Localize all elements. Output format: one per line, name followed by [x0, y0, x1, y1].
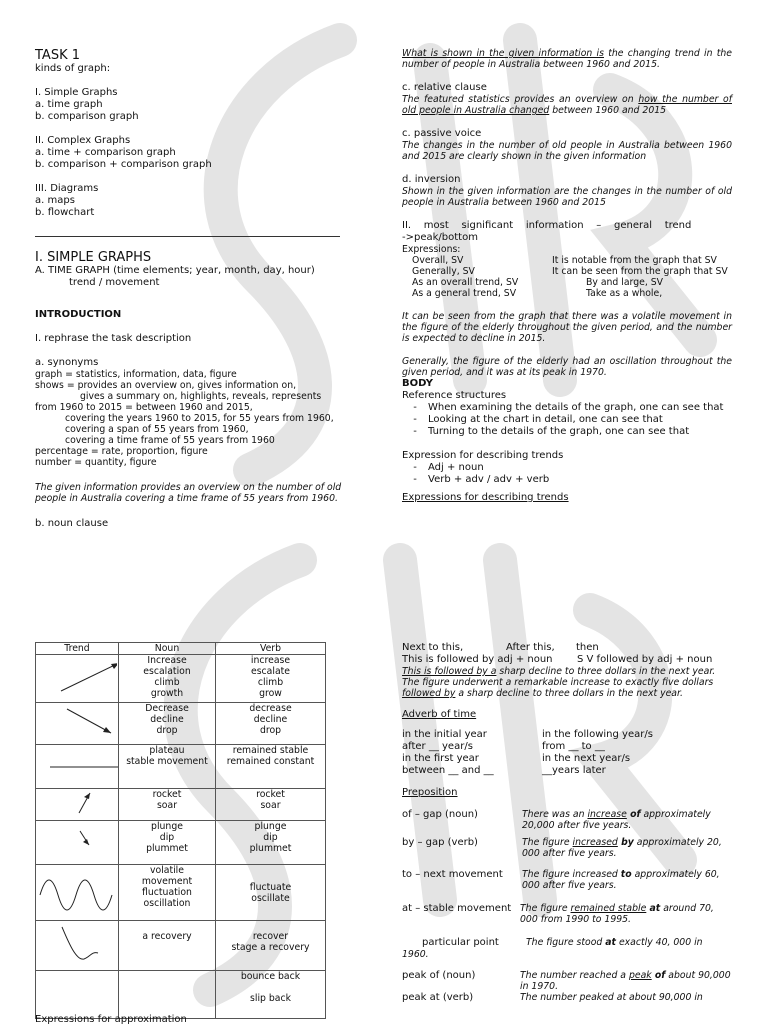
synonym-line: number = quantity, figure — [35, 457, 157, 468]
adverb-right: __years later — [542, 765, 606, 776]
preposition-of: of – gap (noun) There was an increase of approximately 20,000 after five years. — [402, 809, 711, 831]
diagrams-heading: III. Diagrams — [35, 183, 99, 194]
table-row — [36, 865, 326, 921]
adverb-left: after __ year/s — [402, 741, 473, 752]
complex-b: b. comparison + comparison graph — [35, 159, 212, 170]
left-top-column — [35, 48, 365, 219]
reference-item: - Looking at the chart in detail, one can see that — [413, 414, 663, 425]
trend-expr-item: - Verb + adv / adv + verb — [413, 474, 550, 485]
body-heading: BODY — [402, 378, 433, 389]
reference-heading: Reference structures — [402, 390, 507, 401]
relative-clause-heading: c. relative clause — [402, 82, 487, 93]
synonym-line: shows = provides an overview on, gives information on, — [35, 380, 297, 391]
verb-cell: increase escalate climb grow — [216, 655, 326, 703]
introduction-heading: INTRODUCTION — [35, 309, 122, 320]
noun-cell: Increase escalation climb growth — [119, 655, 216, 703]
kinds-line: kinds of graph: — [35, 63, 111, 74]
adverb-list — [402, 729, 737, 777]
verb-cell: fluctuate oscillate — [216, 865, 326, 921]
noun-cell: volatile movement fluctuation oscillation — [119, 865, 216, 921]
simple-graphs-section — [35, 250, 370, 530]
time-graph-line: A. TIME GRAPH (time elements; year, month, day, hour) — [35, 265, 315, 276]
table-header: Trend — [36, 643, 119, 655]
table-row — [36, 789, 326, 821]
verb-cell: plunge dip plummet — [216, 821, 326, 865]
trend-plateau-graphic — [36, 745, 119, 789]
trend-plunge-graphic — [36, 821, 119, 865]
synonym-line: graph = statistics, information, data, figure — [35, 369, 237, 380]
synonym-line: gives a summary on, highlights, reveals, represents — [80, 391, 322, 402]
right-bottom-column — [402, 642, 737, 1004]
example-sentence: The given information provides an overview on the number of old people in Australia covering a time frame of 55 years from 1960. — [35, 482, 342, 504]
divider-line — [35, 236, 340, 237]
verb-cell: remained stable remained constant — [216, 745, 326, 789]
diagrams-b: b. flowchart — [35, 207, 95, 218]
simple-a: a. time graph — [35, 99, 103, 110]
noun-cell: a recovery — [119, 921, 216, 971]
preposition-point: particular point The figure stood at exactly 40, 000 in — [422, 937, 703, 948]
expression-right: Take as a whole, — [586, 288, 663, 299]
right-top-column — [402, 48, 732, 504]
reference-item: - Turning to the details of the graph, one can see that — [413, 426, 690, 437]
synonym-line: percentage = rate, proportion, figure — [35, 446, 208, 457]
followed-row — [402, 654, 737, 666]
adverb-right: from __ to __ — [542, 741, 605, 752]
adverb-left: in the first year — [402, 753, 479, 764]
passive-voice-example: The changes in the number of old people in Australia between 1960 and 2015 are clearly shown in the given information — [402, 140, 732, 162]
trend-rocket-graphic — [36, 789, 119, 821]
noun-cell: plateau stable movement — [119, 745, 216, 789]
verb-cell: bounce back slip back — [216, 971, 326, 1019]
preposition-peak-at: peak at (verb) The number peaked at about 90,000 in — [402, 992, 703, 1003]
trend-empty-cell — [36, 971, 119, 1019]
noun-cell: plunge dip plummet — [119, 821, 216, 865]
followed-example-1: This is followed by a sharp decline to three dollars in the next year. — [402, 666, 716, 677]
trend-recovery-graphic — [36, 921, 119, 971]
trend-table — [35, 642, 326, 1019]
table-row — [36, 655, 326, 703]
passive-voice-heading: c. passive voice — [402, 128, 482, 139]
preposition-to: to – next movement The figure increased to approximately 60, 000 after five years. — [402, 869, 720, 891]
next-a: Next to this, — [402, 642, 464, 653]
diagrams-a: a. maps — [35, 195, 75, 206]
simple-graphs-heading: I. Simple Graphs — [35, 87, 118, 98]
noun-cell: Decrease decline drop — [119, 703, 216, 745]
relative-clause-example: The featured statistics provides an overview on how the number of old people in Australia changed between 1960 and 2015 — [402, 94, 732, 116]
noun-cell: rocket soar — [119, 789, 216, 821]
expression-right: It can be seen from the graph that SV — [552, 266, 728, 277]
noun-clause-heading: b. noun clause — [35, 518, 109, 529]
trend-expr-underlined: Expressions for describing trends — [402, 492, 569, 503]
followed-a: This is followed by adj + noun — [402, 654, 553, 665]
expression-right: By and large, SV — [586, 277, 664, 288]
adverb-left: between __ and __ — [402, 765, 494, 776]
preposition-by: by – gap (verb) The figure increased by approximately 20, 000 after five years. — [402, 837, 722, 859]
noun-cell — [119, 971, 216, 1019]
synonym-line: covering a span of 55 years from 1960, — [65, 424, 249, 435]
synonyms-heading: a. synonyms — [35, 357, 99, 368]
expressions-heading: Expressions: — [402, 244, 461, 255]
expression-left: As a general trend, SV — [412, 288, 517, 299]
expression-left: Overall, SV — [412, 255, 464, 266]
next-b: After this, — [506, 642, 555, 653]
trend-expr-item: - Adj + noun — [413, 462, 484, 473]
table-header: Verb — [216, 643, 326, 655]
adverb-right: in the next year/s — [542, 753, 631, 764]
verb-cell: recover stage a recovery — [216, 921, 326, 971]
trend-expr-heading: Expression for describing trends — [402, 450, 564, 461]
preposition-at: at – stable movement The figure remained stable at around 70, 000 from 1990 to 1995. — [402, 903, 714, 925]
expression-right: It is notable from the graph that SV — [552, 255, 717, 266]
preposition-peak-of: peak of (noun) The number reached a peak of about 90,000 in 1970. — [402, 970, 731, 992]
verb-cell: rocket soar — [216, 789, 326, 821]
most-significant-line: II. most significant information – general trend — [402, 220, 692, 231]
noun-clause-example: What is shown in the given information is the changing trend in the number of people in Australia between 1960 and 2015. — [402, 48, 732, 70]
table-row — [36, 703, 326, 745]
table-header: Noun — [119, 643, 216, 655]
table-row — [36, 821, 326, 865]
task-title: TASK 1 — [35, 48, 81, 63]
verb-cell: decrease decline drop — [216, 703, 326, 745]
inversion-heading: d. inversion — [402, 174, 461, 185]
trend-volatile-graphic — [36, 865, 119, 921]
table-row — [36, 971, 326, 1019]
adverb-left: in the initial year — [402, 729, 487, 740]
table-row — [36, 745, 326, 789]
rephrase-line: I. rephrase the task description — [35, 333, 192, 344]
expression-left: Generally, SV — [412, 266, 475, 277]
expression-left: As an overall trend, SV — [412, 277, 519, 288]
complex-a: a. time + comparison graph — [35, 147, 176, 158]
synonym-line: from 1960 to 2015 = between 1960 and 2015, — [35, 402, 253, 413]
followed-b: S V followed by adj + noun — [577, 654, 713, 665]
next-row — [402, 642, 737, 654]
table-row — [36, 921, 326, 971]
trend-decrease-graphic — [36, 703, 119, 745]
simple-b: b. comparison graph — [35, 111, 139, 122]
trend-example-1: It can be seen from the graph that there was a volatile movement in the figure of the elderly throughout the given period, and the number is expected to decline in 2015. — [402, 311, 732, 344]
preposition-heading: Preposition — [402, 787, 458, 798]
time-graph-trend: trend / movement — [69, 277, 160, 288]
trend-example-2: Generally, the figure of the elderly had an oscillation throughout the given period, and it was at its peak in 1970. — [402, 356, 732, 378]
followed-example-2: The figure underwent a remarkable increase to exactly five dollars — [402, 677, 714, 688]
simple-graphs-title: I. SIMPLE GRAPHS — [35, 250, 152, 265]
most-significant-line-2: ->peak/bottom — [402, 232, 478, 243]
synonym-line: covering a time frame of 55 years from 1960 — [65, 435, 275, 446]
adverb-heading: Adverb of time — [402, 709, 477, 720]
expressions-list — [402, 255, 732, 299]
approximation-heading: Expressions for approximation — [35, 1014, 187, 1025]
adverb-right: in the following year/s — [542, 729, 653, 740]
synonym-line: covering the years 1960 to 2015, for 55 years from 1960, — [65, 413, 334, 424]
trend-increase-graphic — [36, 655, 119, 703]
inversion-example: Shown in the given information are the changes in the number of old people in Australia between 1960 and 2015 — [402, 186, 732, 208]
preposition-point-year: 1960. — [402, 949, 429, 960]
reference-item: - When examining the details of the graph, one can see that — [413, 402, 724, 413]
next-c: then — [576, 642, 599, 653]
complex-graphs-heading: II. Complex Graphs — [35, 135, 131, 146]
followed-example-3: followed by a sharp decline to three dollars in the next year. — [402, 688, 683, 699]
